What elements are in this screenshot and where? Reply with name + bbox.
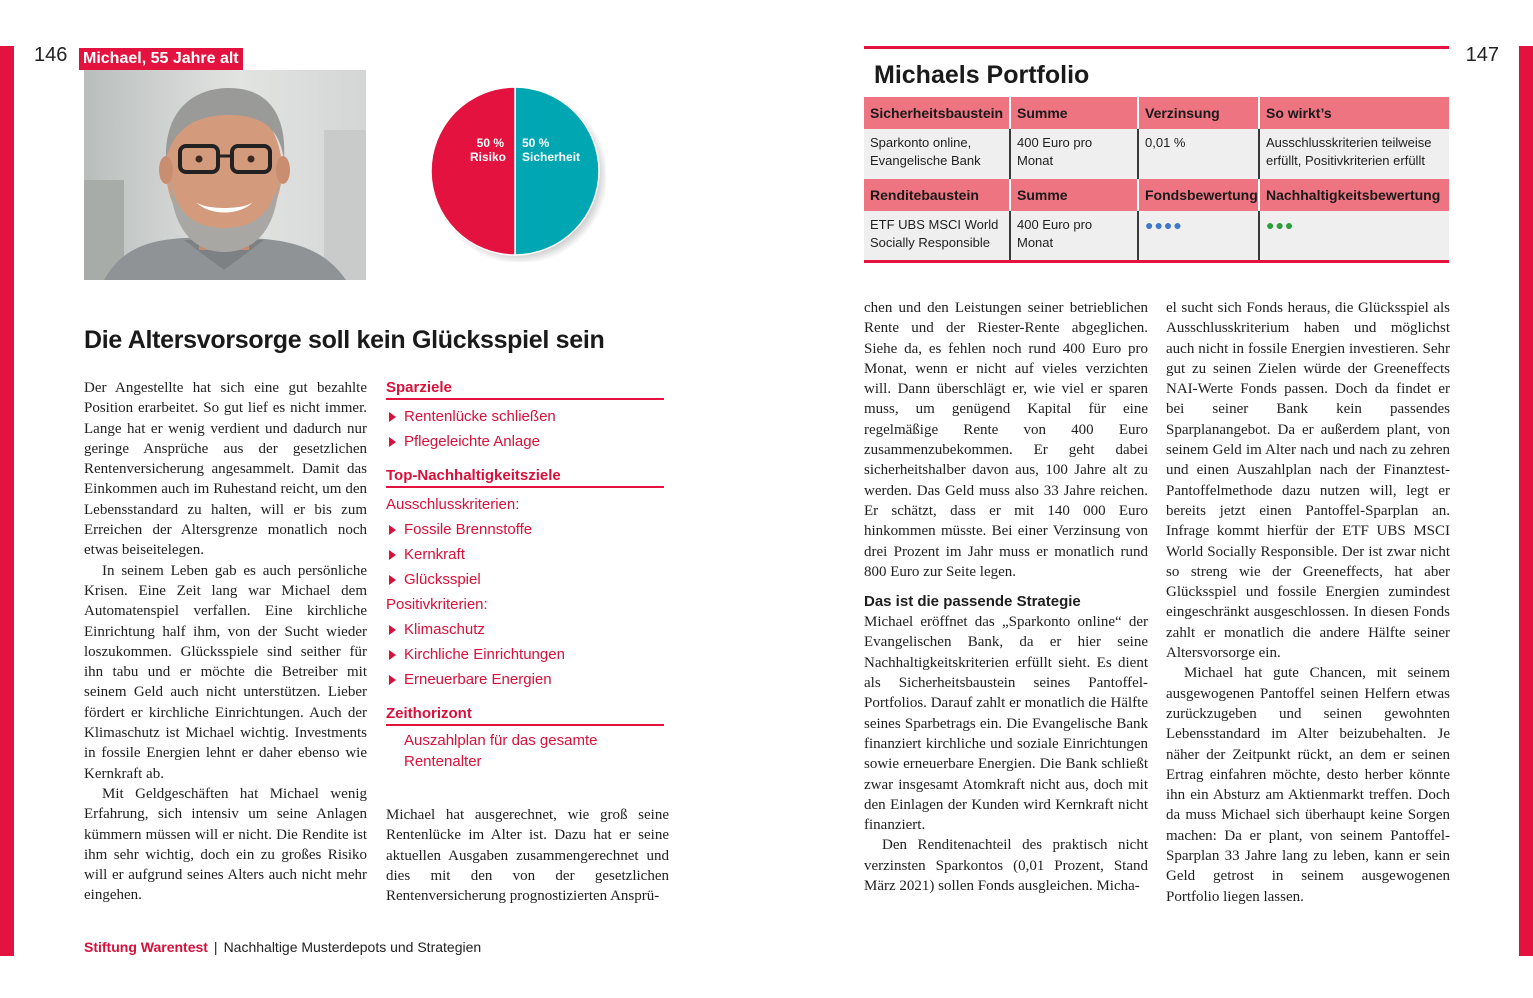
article-column-3 [864,298,1148,896]
page-number-right: 147 [1465,44,1499,66]
portfolio-header-row [864,97,1449,129]
positive-criteria-label: Positivkriterien: [386,596,488,613]
footer-title: Nachhaltige Musterdepots und Strategien [223,939,482,955]
risk-name-label: Risiko [470,150,507,164]
sustainability-goals-section [386,466,664,692]
header-cell: Verzinsung [1138,97,1259,129]
safety-percent-label: 50 % [522,136,550,150]
exclusion-criteria-item: Kernkraft [386,542,664,567]
col1-paragraph-1: Der Angestellte hat sich eine gut bezahlte Position erarbeitet. So gut lief es nicht immer. Lange hat er wenig verdient und dadurch nur geringe Ansprüche aus der gesetzlichen Rentenversicherung angesammelt. Damit das Einkommen auch im Ruhestand reicht, um den Lebensstandard zu halten, will er bis zum Erreichen der Altersgrenze monatlich noch etwas beiseitelegen. [84,380,367,559]
header-cell: Renditebaustein [864,179,1010,211]
portrait-illustration [84,70,366,280]
header-cell: Summe [1010,179,1138,211]
savings-goal-item: Rentenlücke schließen [386,404,664,429]
col3-paragraph-2: Michael eröffnet das „Sparkonto online“ der Evangelischen Bank, da er hier seine Nachhaltigkeitskriterien erfüllt sieht. Es dient als Sicherheitsbaustein seines Pantoffel-Portfolios. Darauf zahlt er monatlich die Hälfte seines Sparbetrags ein. Die Evangelische Bank finanziert kirchliche und soziale Einrichtungen sowie erneuerbare Energien. Die Bank schließt zwar insgesamt Atomkraft nicht aus, doch mit den Einlagen der Kunden wird Kernkraft nicht finanziert. [864,614,1148,834]
savings-goals-section [386,378,664,454]
positive-criteria-item: Kirchliche Einrichtungen [386,642,664,667]
savings-goal-item: Pflegeleichte Anlage [386,429,664,454]
footer-separator: | [213,939,218,955]
portfolio-bottom-rule [864,260,1449,263]
safety-name-label: Sicherheit [522,150,581,164]
exclusion-criteria-item: Glücksspiel [386,567,664,592]
portfolio-row-safety [864,129,1449,179]
article-column-2: Michael hat ausgerechnet, wie groß seine Rentenlücke im Alter ist. Dazu hat er seine aktuellen Ausgaben zusammengerechnet und dies mit den von der gesetzlichen Rentenversicherung prognostizierten Ansprü- [386,807,669,905]
time-horizon-text: Auszahlplan für das gesamte Rentenalter [404,732,598,770]
footer-brand: Stiftung Warentest [84,939,208,955]
positive-criteria-item: Klimaschutz [386,617,664,642]
table-cell: Ausschlusskriterien teilweise erfüllt, Positivkriterien erfüllt [1259,129,1449,179]
header-cell: Nachhaltigkeitsbewertung [1259,179,1449,211]
sustainability-goals-heading: Top-Nachhaltigkeitsziele [386,466,664,488]
pie-slice-risiko [431,87,515,255]
table-cell: 400 Euro pro Monat [1010,129,1138,179]
goals-box [386,378,664,784]
sustainability-rating-dots: ●●● [1266,217,1295,233]
exclusion-criteria-item: Fossile Brennstoffe [386,517,664,542]
time-horizon-heading: Zeithorizont [386,704,664,726]
time-horizon-section [386,704,664,772]
col4-paragraph-1: el sucht sich Fonds heraus, die Glücksspiel als Ausschlusskriterium haben und möglichst auch nicht in fossile Energien investieren. Sehr gut zu seinen Zielen würde der Greeneffects NAI-Werte Fonds passen. Doch da findet er bei seiner Bank kein passendes Sparplanangebot. Da er außerdem plant, von seinem Geld im Alter nach und nach zu zehren und einen Auszahlplan nach der Finanztest-Pantoffelmethode dazu nutzen will, legt er bereits jetzt einen Pantoffel-Sparplan an. Infrage kommt hierfür der ETF UBS MSCI World Socially Responsible. Der ist zwar nicht so streng wie der Greeneffects, hat aber Glücksspiel und fossile Energien zumindest eingeschränkt ausgeschlossen. In diesen Fonds zahlt er monatlich die andere Hälfte seiner Altersvorsorge ein. [1166,300,1450,662]
header-cell: So wirkt’s [1259,97,1449,129]
page-footer [84,939,481,955]
left-page-edge-bar [0,46,14,956]
portfolio-top-rule [864,46,1449,49]
article-column-1 [84,378,367,906]
col4-paragraph-2: Michael hat gute Chancen, mit seinem ausgewogenen Pantoffel seinen Helfern etwas zurückzugeben und seinen gewohnten Lebensstandard im Alter beizubehalten. Je näher der Zeitpunkt rückt, an dem er seinen Ertrag einfahren möchte, desto herber könnte ihn ein Absturz am Aktienmarkt treffen. Doch da muss Michael sich überhaupt keine Sorgen machen: Da er plant, von seinem Pantoffel-Sparplan 33 Jahre lang zu leben, kann er sein Geld getrost in seinem ausgewogenen Portfolio liegen lassen. [1166,665,1450,905]
risk-percent-label: 50 % [476,136,504,150]
header-cell: Fondsbewertung [1138,179,1259,211]
fund-rating-dots: ●●●● [1145,217,1183,233]
positive-criteria-item: Erneuerbare Energien [386,667,664,692]
header-cell: Summe [1010,97,1138,129]
table-cell: 0,01 % [1138,129,1259,179]
exclusion-criteria-label: Ausschlusskriterien: [386,496,520,513]
profile-tag: Michael, 55 Jahre alt [79,48,243,70]
savings-goals-heading: Sparziele [386,378,664,400]
table-cell: ETF UBS MSCI World Socially Responsible [864,211,1010,261]
col3-paragraph-1: chen und den Leistungen seiner betrieblichen Rente und der Riester-Rente abgeglichen. Siehe da, es fehlen noch rund 400 Euro pro Monat, wenn er nicht auf vieles verzichten will. Dann überschlägt er, wie viel er sparen muss, um genügend Kapital für eine regelmäßige Rente von 400 Euro zusammenzubekommen. Er geht dabei sicherheitshalber davon aus, 100 Jahre alt zu werden. Das Geld muss also 33 Jahre reichen. Er schätzt, dass er mit 140 000 Euro hinkommen müsste. Bei einer Verzinsung von drei Prozent im Jahr muss er monatlich rund 800 Euro zur Seite legen. [864,300,1148,580]
portfolio-title: Michaels Portfolio [874,61,1090,89]
col3-paragraph-3: Den Renditenachteil des praktisch nicht verzinsten Sparkontos (0,01 Prozent, Stand März 2021) sollen Fonds ausgleichen. Micha- [864,837,1148,895]
page-number-left: 146 [34,44,68,66]
portfolio-header-row [864,179,1449,211]
table-cell [1259,211,1449,261]
col1-paragraph-2: In seinem Leben gab es auch persönliche Krisen. Eine Zeit lang war Michael dem Automatenspiel verfallen. Eine kirchliche Einrichtung half ihm, von der Sucht wieder loszukommen. Glücksspiele sind seither für ihn tabu und er möchte die Betreiber mit seinem Geld auch nicht unterstützen. Lieber fördert er kirchliche Einrichtungen. Auch der Klimaschutz ist Michael wichtig. Investments in fossile Energien lehnt er daher ebenso wie Kernkraft ab. [84,562,367,782]
col1-paragraph-3: Mit Geldgeschäften hat Michael wenig Erfahrung, sich intensiv um seine Anlagen kümmern müssen will er nicht. Die Rendite ist ihm sehr wichtig, doch ein zu großes Risiko will er aufgrund seines Alters auch nicht mehr eingehen. [84,785,367,904]
article-column-4 [1166,298,1450,907]
header-cell: Sicherheitsbaustein [864,97,1010,129]
table-cell [1138,211,1259,261]
strategy-heading: Das ist die passende Strategie [864,593,1081,611]
portfolio-row-return [864,211,1449,261]
portfolio-table [864,97,1449,261]
table-cell: 400 Euro pro Monat [1010,211,1138,261]
table-cell: Sparkonto online, Evangelische Bank [864,129,1010,179]
pie-svg [428,84,606,262]
article-headline: Die Altersvorsorge soll kein Glücksspiel sein [84,326,605,354]
allocation-pie-chart [428,84,606,262]
portrait-photo [84,70,366,280]
right-page-edge-bar [1519,46,1533,956]
